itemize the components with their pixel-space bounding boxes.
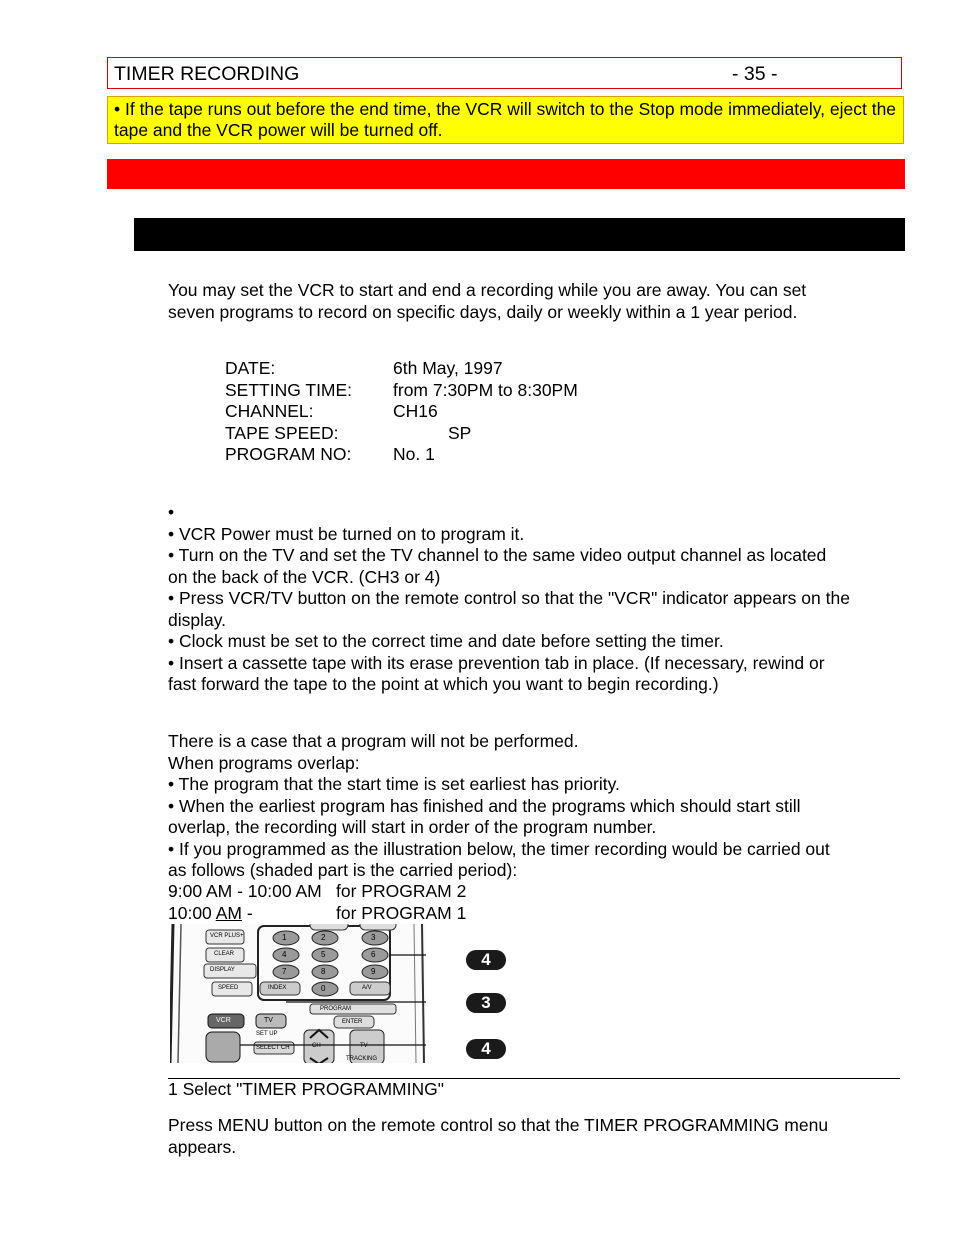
callout-step-4: 4	[466, 950, 506, 970]
remote-key-4: 4	[282, 950, 287, 959]
remote-label: DISPLAY	[210, 967, 235, 973]
schedule-time: 10:00 AM -	[168, 902, 253, 923]
step-1-body	[168, 1115, 898, 1158]
overlap-line: as follows (shaded part is the carried period):	[168, 860, 518, 880]
prep-line: • Press VCR/TV button on the remote control so that the "VCR" indicator appears on the	[168, 588, 850, 608]
intro-line: seven programs to record on specific days, daily or weekly within a 1 year period.	[168, 301, 798, 322]
callout-step-3: 3	[466, 993, 506, 1013]
setting-key: DATE:	[225, 358, 276, 378]
schedule-time: 9:00 AM - 10:00 AM	[168, 881, 322, 901]
remote-label: ENTER	[342, 1019, 363, 1025]
section-title: TIMER RECORDING	[114, 63, 300, 85]
setting-key: CHANNEL:	[225, 401, 314, 421]
prep-line: • Insert a cassette tape with its erase prevention tab in place. (If necessary, rewind or	[168, 652, 825, 673]
setting-key: TAPE SPEED:	[225, 422, 339, 443]
prep-line: • Clock must be set to the correct time and date before setting the timer.	[168, 631, 724, 651]
overlap-line: There is a case that a program will not be performed.	[168, 731, 579, 751]
prep-line: display.	[168, 609, 227, 630]
setting-value: SP	[448, 422, 472, 443]
setting-key: SETTING TIME:	[225, 379, 353, 400]
remote-key-1: 1	[282, 933, 287, 942]
remote-label: INDEX	[268, 985, 287, 991]
remote-key-3: 3	[371, 933, 376, 942]
remote-label: A/V	[362, 985, 372, 991]
setting-value: from 7:30PM to 8:30PM	[393, 379, 578, 400]
page-header	[107, 57, 902, 89]
remote-key-5: 5	[321, 950, 326, 959]
schedule-row-program-1	[168, 903, 768, 925]
setting-row-program-no	[225, 444, 725, 466]
step-1-title: 1 Select "TIMER PROGRAMMING"	[168, 1079, 444, 1099]
remote-key-9: 9	[371, 967, 376, 976]
schedule-program: for PROGRAM 2	[336, 881, 467, 901]
intro-paragraph	[168, 280, 898, 323]
prep-line: •	[168, 502, 175, 522]
step-1-line: appears.	[168, 1136, 237, 1157]
remote-label: TV	[360, 1043, 368, 1049]
remote-key-7: 7	[282, 967, 287, 976]
remote-key-0: 0	[321, 984, 326, 993]
remote-label: CLEAR	[214, 951, 235, 957]
preparation-list	[168, 502, 898, 696]
setting-row-tape-speed	[225, 423, 725, 445]
overlap-line: • If you programmed as the illustration below, the timer recording would be carried out	[168, 838, 830, 859]
red-heading-bar	[107, 159, 905, 189]
remote-label: SET UP	[256, 1031, 278, 1037]
remote-label: SELECT CH	[256, 1045, 290, 1051]
remote-label: PROGRAM	[320, 1006, 352, 1012]
setting-value: 6th May, 1997	[393, 358, 503, 378]
overlap-line: overlap, the recording will start in order of the program number.	[168, 817, 657, 837]
remote-label: CH	[312, 1043, 321, 1049]
page-number: - 35 -	[732, 63, 778, 85]
schedule-row-program-2	[168, 881, 768, 903]
warning-note: • If the tape runs out before the end time, the VCR will switch to the Stop mode immediately, eject the tape and the VCR power will be turned off.	[107, 96, 904, 144]
prep-line: on the back of the VCR. (CH3 or 4)	[168, 566, 441, 587]
callout-step-4: 4	[466, 1039, 506, 1059]
setting-row-channel	[225, 401, 725, 423]
overlap-line: • The program that the start time is set earliest has priority.	[168, 774, 620, 794]
remote-control-illustration	[170, 924, 426, 1063]
overlap-line: When programs overlap:	[168, 752, 360, 773]
schedule-program: for PROGRAM 1	[336, 902, 467, 923]
remote-label: SPEED	[218, 985, 239, 991]
remote-key-8: 8	[321, 967, 326, 976]
remote-key-6: 6	[371, 950, 376, 959]
prep-line: • VCR Power must be turned on to program it.	[168, 523, 525, 544]
prep-line: fast forward the tape to the point at which you want to begin recording.)	[168, 674, 719, 694]
intro-line: You may set the VCR to start and end a recording while you are away. You can set	[168, 280, 807, 300]
setting-value: No. 1	[393, 444, 435, 464]
remote-label: TV	[264, 1017, 273, 1024]
setting-row-time	[225, 380, 725, 402]
remote-label: VCR PLUS+	[210, 933, 244, 939]
step-1-line: Press MENU button on the remote control so that the TIMER PROGRAMMING menu	[168, 1115, 829, 1135]
black-heading-bar	[134, 218, 905, 251]
remote-control-drawing	[170, 924, 426, 1063]
overlap-section	[168, 731, 898, 882]
overlap-line: • When the earliest program has finished and the programs which should start still	[168, 795, 801, 816]
setting-value: CH16	[393, 401, 438, 421]
remote-label: VCR	[216, 1017, 231, 1024]
remote-key-2: 2	[321, 933, 326, 942]
setting-key: PROGRAM NO:	[225, 444, 352, 464]
remote-label: TRACKING	[346, 1056, 378, 1062]
setting-row-date	[225, 358, 725, 380]
prep-line: • Turn on the TV and set the TV channel to the same video output channel as located	[168, 545, 827, 565]
